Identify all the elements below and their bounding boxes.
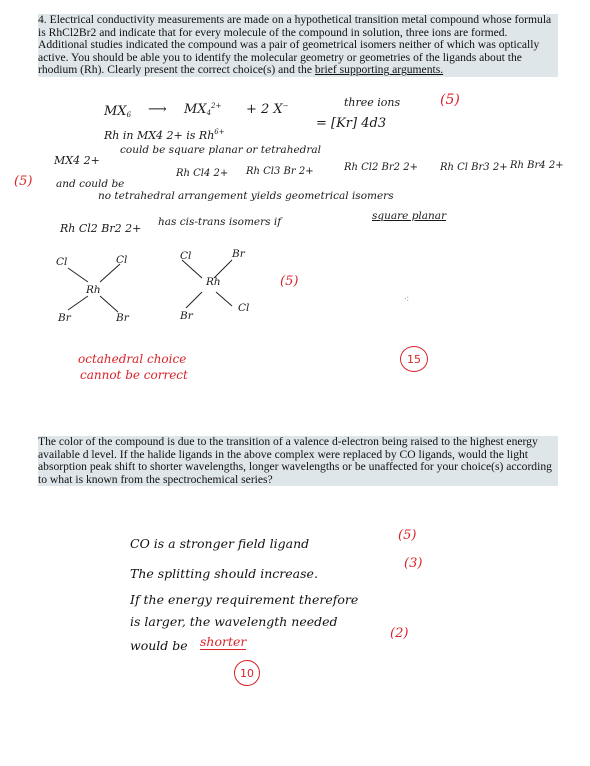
question-5-text: The color of the compound is due to the transition of a valence d-electron being raised to the highest energy available d level. If the halide ligands in the above complex were replaced by CO ligands, would the light absorption peak shift to shorter wavelengths, longer wavelengths or be unaffected for your choice(s) according to what is known from the spectrochemical series? [38,436,558,486]
score-c: (5) [280,274,299,289]
species-4: Rh Cl Br3 2+ [440,162,508,173]
question-body: Electrical conductivity measurements are made on a hypothetical transition metal compound whose formula is RhCl2Br2 and indicate that for every molecule of the compound in solution, three ions are formed. Additional studies indicated the compound was a pair of geometrical isomers neither of which was optically active. You should be able you to identify the molecular geometry or geometries of the ligands about the rhodium (Rh). Clearly present the correct choice(s) and the [38,13,552,77]
octahedral-line-2: cannot be correct [80,368,188,382]
pencil-mark: ⁖ [404,294,410,304]
square-planar-underlined: square planar [372,210,447,222]
could-be-line: could be square planar or tetrahedral [120,144,322,156]
mx4-label: MX4 2+ [54,154,100,167]
answer5-line-1: CO is a stronger field ligand [130,536,310,551]
and-could-be: and could be [56,178,125,190]
rh-in-line: Rh in MX4 2+ is $Rh^{6+}$ [104,128,225,142]
question-number: 4. [38,13,47,26]
species-3: Rh Cl2 Br2 2+ [344,162,418,173]
iso2-top-left: Cl [180,250,192,262]
answer5-line-5: would be [130,638,188,653]
answer5-line-4: is larger, the wavelength needed [130,614,338,629]
answer5-line-2: The splitting should increase. [130,566,318,581]
has-cis-trans: has cis-trans isomers if [158,216,282,228]
octahedral-line-1: octahedral choice [78,352,187,366]
iso2-center: Rh [206,276,221,288]
eq-arrow: ⟶ [148,102,167,117]
iso1-top-left: Cl [56,256,68,268]
answer5-line-3: If the energy requirement therefore [130,592,359,607]
iso2-bottom-right: Cl [238,302,250,314]
species-5: Rh Br4 2+ [510,160,564,171]
rhcl2br2-label: Rh Cl2 Br2 2+ [60,222,142,235]
species-1: Rh Cl4 2+ [176,168,229,179]
iso2-bottom-left: Br [180,310,193,322]
kr-config: = [Kr] 4d3 [316,116,387,131]
eq-lhs: $MX_6$ [104,104,132,119]
iso1-bottom-left: Br [58,312,71,324]
score-a: (5) [440,92,460,108]
score5-2: (3) [404,556,423,571]
question-underlined-phrase: brief supporting arguments. [314,63,444,77]
question-4-text [38,14,558,77]
iso1-center: Rh [86,284,101,296]
iso1-top-right: Cl [116,254,128,266]
iso2-top-right: Br [232,248,245,260]
score5-1: (5) [398,528,417,543]
eq-plus: + 2 X− [246,102,289,117]
eq-mid: $MX_4^{2+}$ [184,102,222,117]
score5-3: (2) [390,626,409,641]
score-b: (5) [14,174,33,189]
score-total-q5: 10 [234,660,260,686]
answer5-shorter: shorter [200,634,247,649]
three-ions: three ions [344,96,401,109]
species-2: Rh Cl3 Br 2+ [246,166,314,177]
score-total-q4: 15 [400,346,428,372]
no-tetrahedral-line: no tetrahedral arrangement yields geometrical isomers [98,190,394,202]
iso1-bottom-right: Br [116,312,129,324]
